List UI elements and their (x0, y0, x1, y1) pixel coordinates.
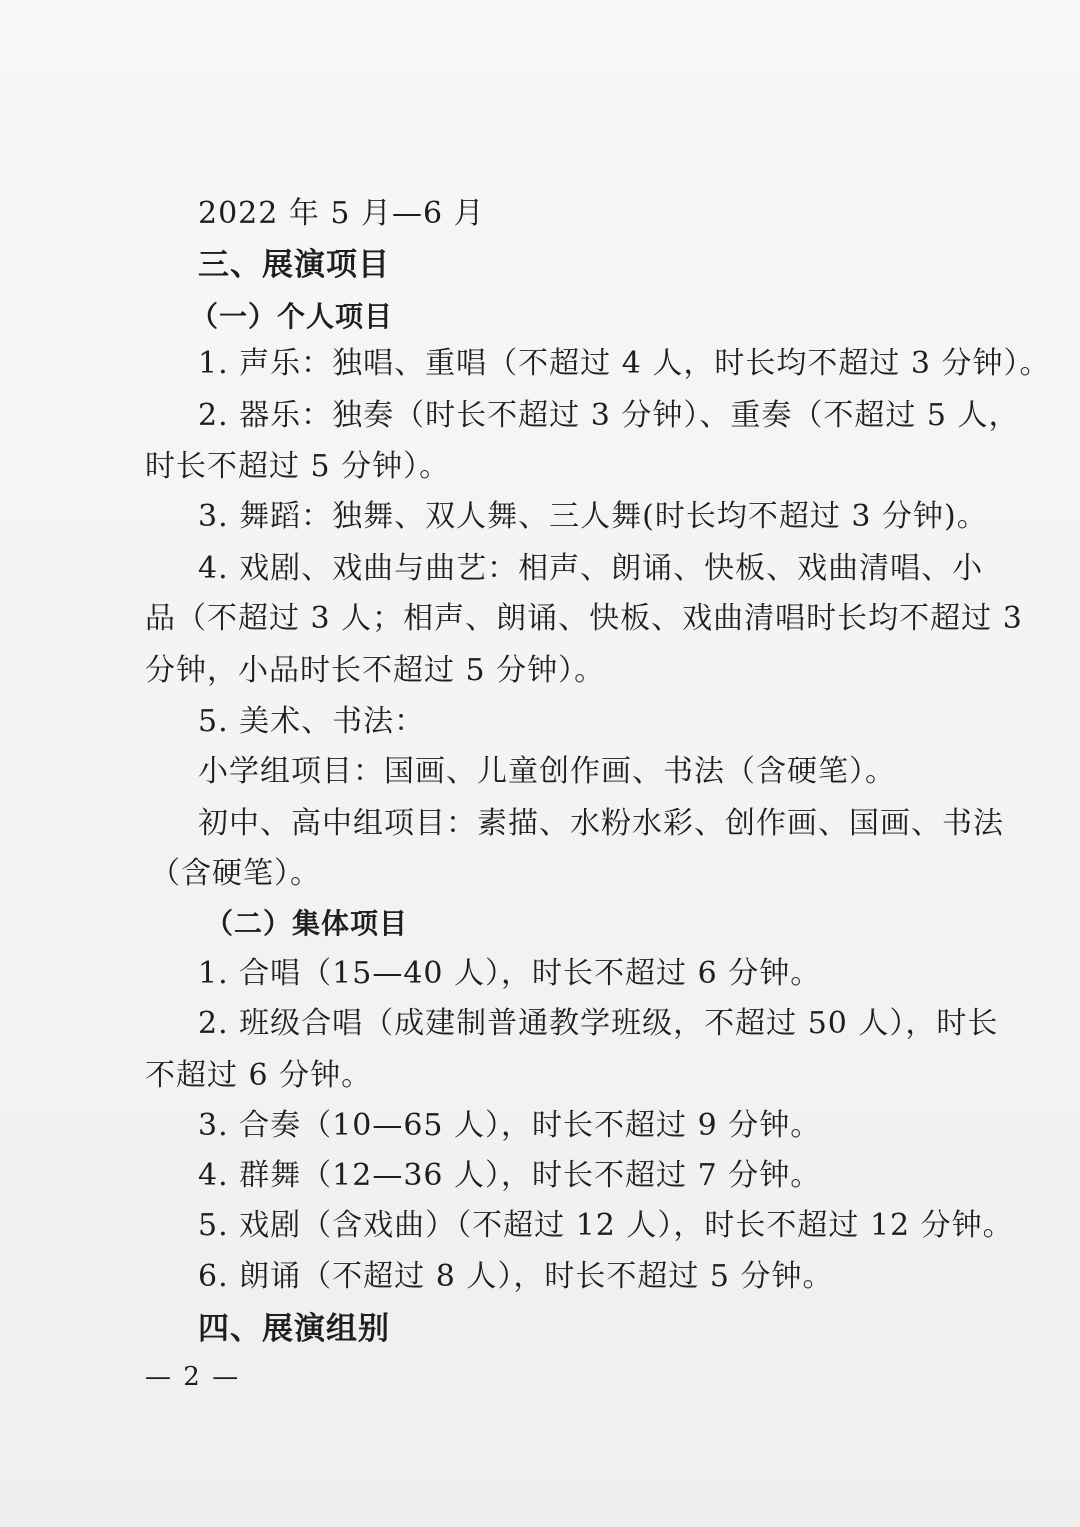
item-instrumental-cont: 时长不超过 5 分钟）。 (145, 449, 451, 484)
date-range-line: 2022 年 5 月—6 月 (198, 196, 485, 231)
item-art-primary: 小学组项目：国画、儿童创作画、书法（含硬笔）。 (198, 754, 896, 789)
item-group-drama: 5. 戏剧（含戏曲）（不超过 12 人），时长不超过 12 分钟。 (198, 1208, 1014, 1243)
page-number: — 2 — (145, 1362, 241, 1392)
item-instrumental: 2. 器乐：独奏（时长不超过 3 分钟）、重奏（不超过 5 人， (198, 398, 1020, 433)
section-heading-4: 四、展演组别 (198, 1311, 390, 1347)
item-class-chorus-cont: 不超过 6 分钟。 (145, 1058, 373, 1093)
item-class-chorus: 2. 班级合唱（成建制普通教学班级，不超过 50 人），时长 (198, 1006, 999, 1041)
item-dance: 3. 舞蹈：独舞、双人舞、三人舞(时长均不超过 3 分钟)。 (198, 499, 988, 534)
section-heading-3: 三、展演项目 (198, 247, 390, 283)
item-chorus: 1. 合唱（15—40 人），时长不超过 6 分钟。 (198, 956, 822, 991)
item-vocal: 1. 声乐：独唱、重唱（不超过 4 人，时长均不超过 3 分钟）。 (198, 346, 1051, 381)
subsection-heading-group: （二）集体项目 (205, 907, 409, 940)
item-art: 5. 美术、书法： (198, 704, 426, 739)
item-group-dance: 4. 群舞（12—36 人），时长不超过 7 分钟。 (198, 1158, 822, 1193)
item-recitation: 6. 朗诵（不超过 8 人），时长不超过 5 分钟。 (198, 1259, 834, 1294)
item-art-secondary-cont: （含硬笔）。 (150, 856, 321, 891)
subsection-heading-individual: （一）个人项目 (190, 300, 394, 333)
item-drama-cont-1: 品（不超过 3 人；相声、朗诵、快板、戏曲清唱时长均不超过 3 (145, 601, 1023, 636)
item-drama: 4. 戏剧、戏曲与曲艺：相声、朗诵、快板、戏曲清唱、小 (198, 551, 984, 586)
item-ensemble: 3. 合奏（10—65 人），时长不超过 9 分钟。 (198, 1108, 822, 1143)
item-drama-cont-2: 分钟，小品时长不超过 5 分钟）。 (145, 653, 606, 688)
item-art-secondary: 初中、高中组项目：素描、水粉水彩、创作画、国画、书法 (198, 806, 1004, 841)
